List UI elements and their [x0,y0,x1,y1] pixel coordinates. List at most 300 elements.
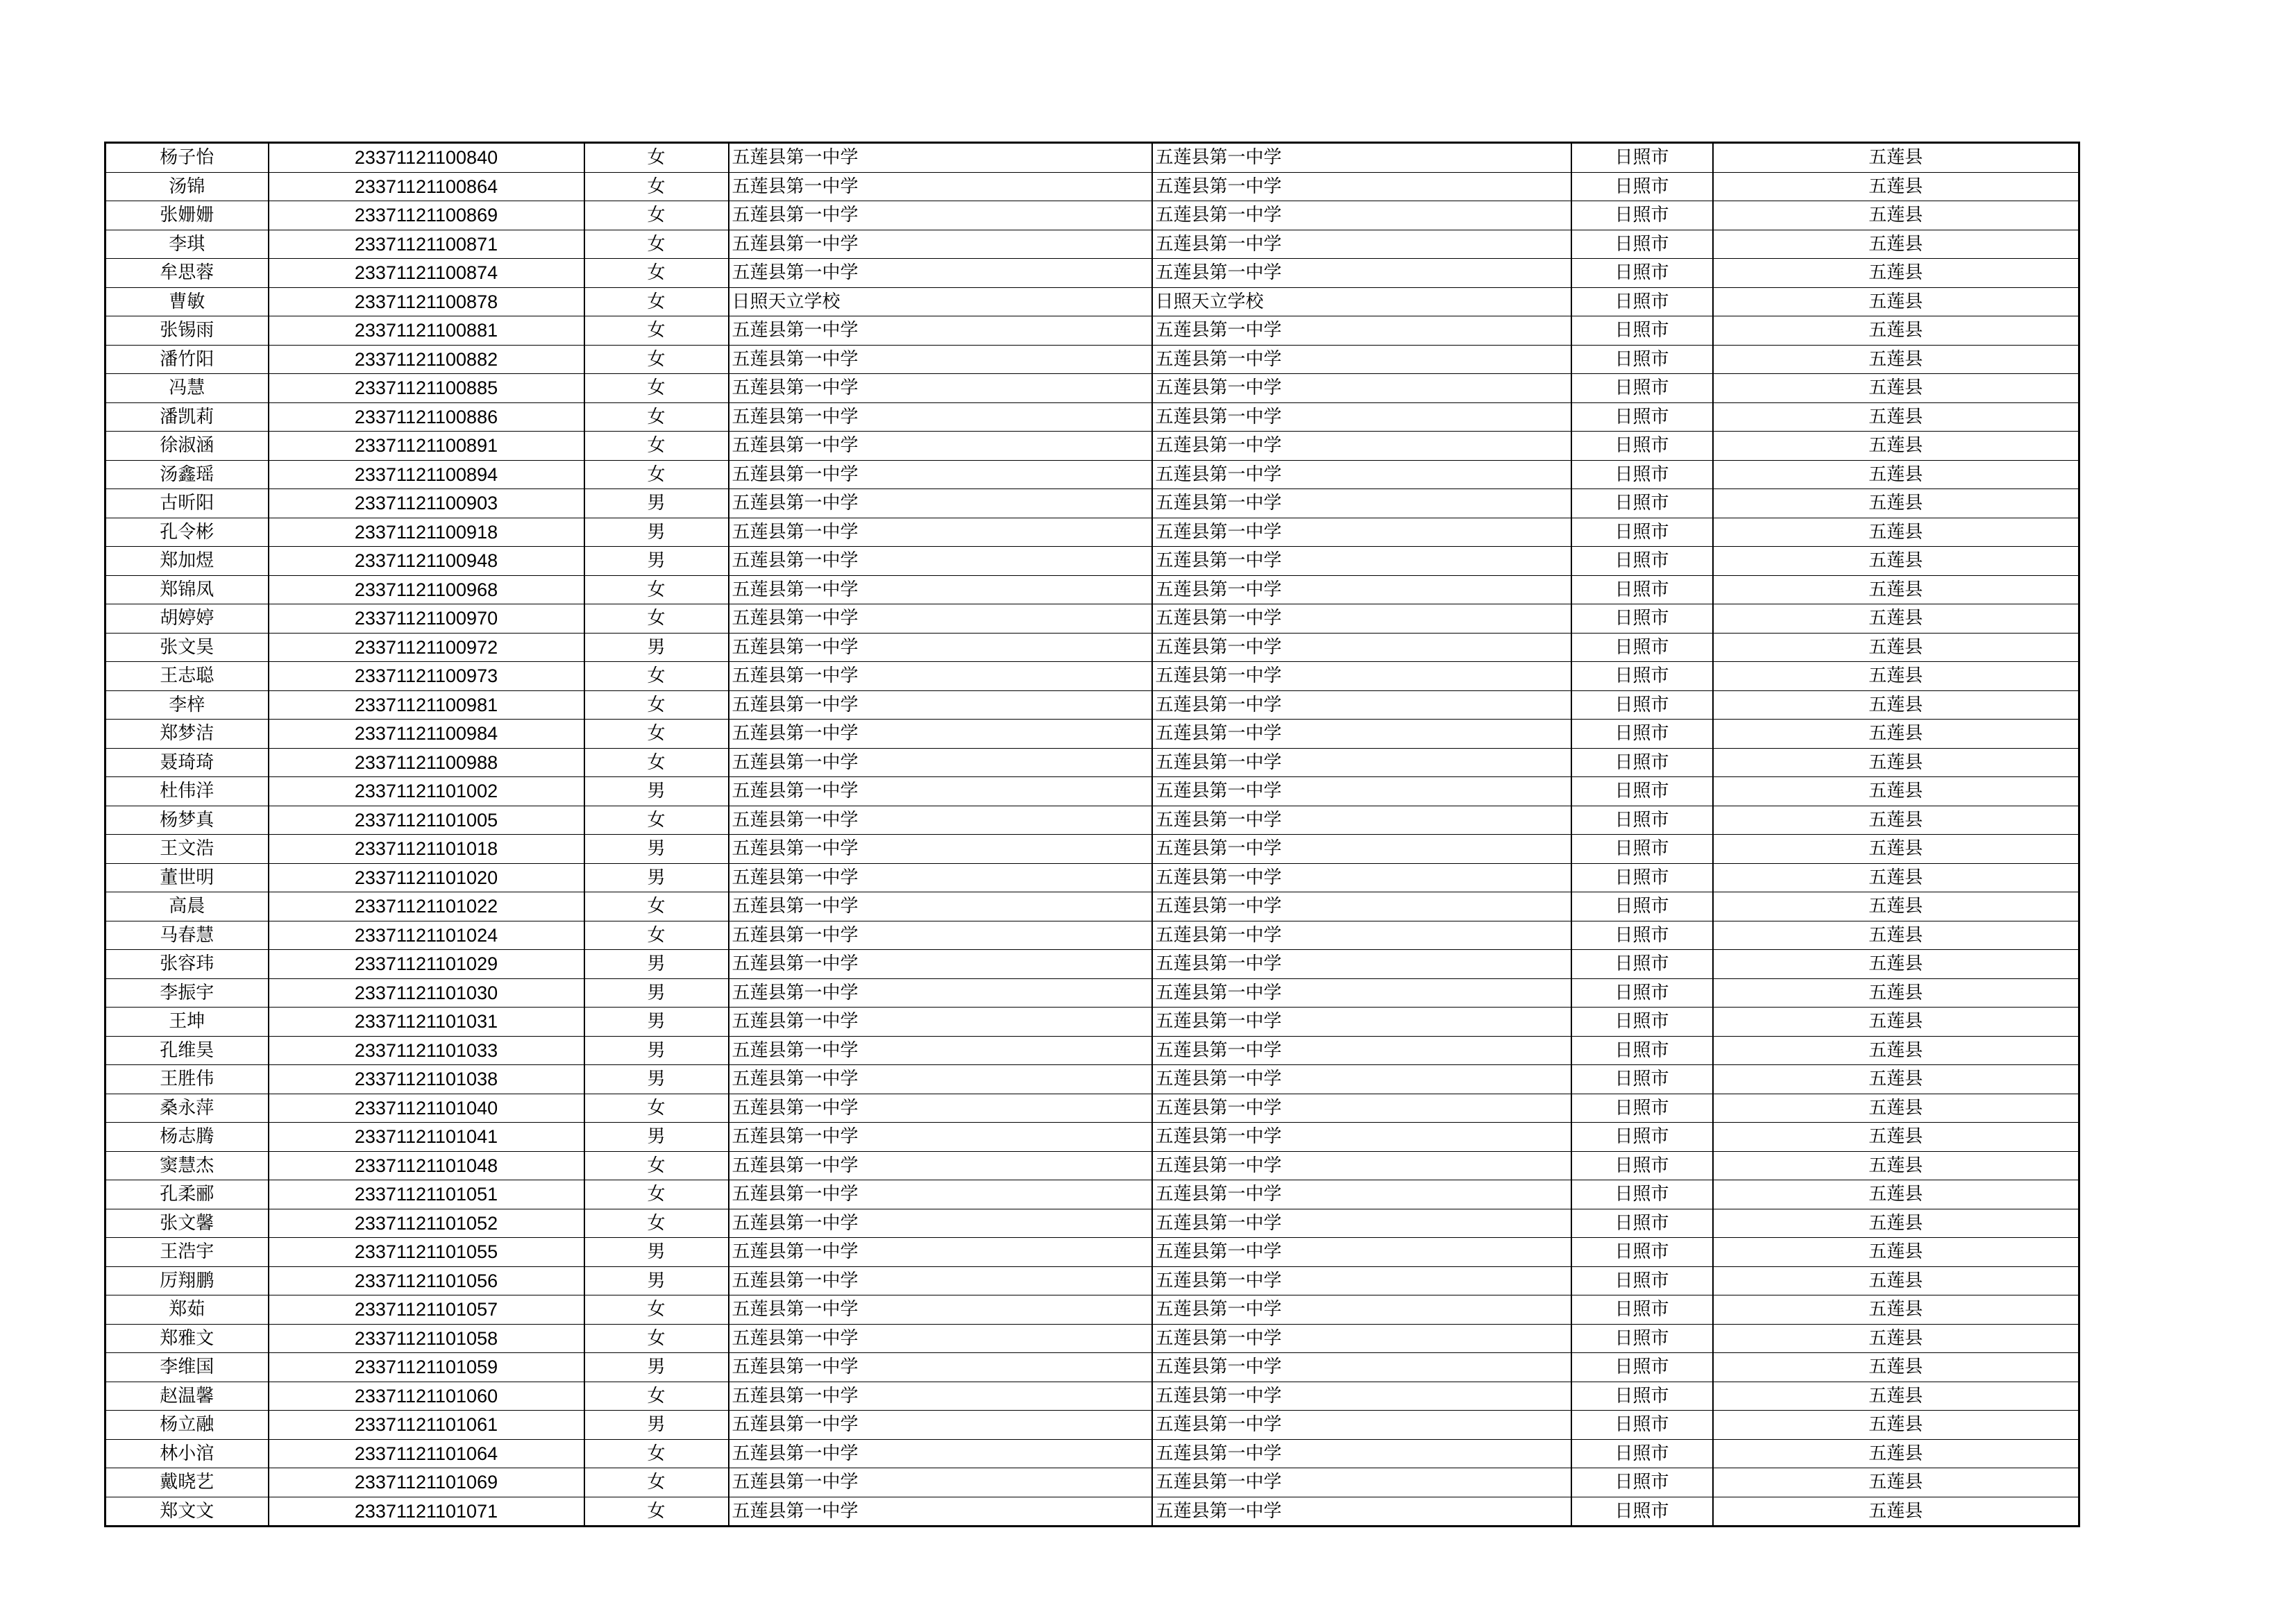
city-cell: 日照市 [1571,978,1713,1008]
exam-school-cell: 五莲县第一中学 [1152,402,1571,432]
gender-cell: 女 [584,604,729,634]
city-cell: 日照市 [1571,201,1713,230]
exam-school-cell: 五莲县第一中学 [1152,1065,1571,1094]
county-cell: 五莲县 [1713,978,2079,1008]
gender-cell: 女 [584,662,729,691]
county-cell: 五莲县 [1713,835,2079,864]
exam-school-cell: 五莲县第一中学 [1152,1411,1571,1440]
county-cell: 五莲县 [1713,690,2079,720]
name-cell: 汤鑫瑶 [105,460,269,489]
name-cell: 牟思蓉 [105,259,269,288]
school-cell: 五莲县第一中学 [729,806,1152,835]
exam-school-cell: 五莲县第一中学 [1152,835,1571,864]
exam-school-cell: 五莲县第一中学 [1152,633,1571,662]
exam-id-cell: 23371121101040 [269,1094,584,1123]
exam-school-cell: 五莲县第一中学 [1152,748,1571,777]
county-cell: 五莲县 [1713,1008,2079,1037]
gender-cell: 男 [584,518,729,547]
gender-cell: 女 [584,1094,729,1123]
city-cell: 日照市 [1571,863,1713,892]
gender-cell: 男 [584,1008,729,1037]
city-cell: 日照市 [1571,345,1713,374]
gender-cell: 女 [584,1209,729,1238]
exam-school-cell: 五莲县第一中学 [1152,1497,1571,1527]
county-cell: 五莲县 [1713,604,2079,634]
city-cell: 日照市 [1571,748,1713,777]
name-cell: 郑茹 [105,1295,269,1325]
county-cell: 五莲县 [1713,518,2079,547]
city-cell: 日照市 [1571,1094,1713,1123]
exam-id-cell: 23371121101069 [269,1468,584,1497]
school-cell: 五莲县第一中学 [729,1324,1152,1353]
exam-school-cell: 五莲县第一中学 [1152,259,1571,288]
table-row [105,777,2079,806]
gender-cell: 男 [584,978,729,1008]
exam-id-cell: 23371121101029 [269,950,584,979]
exam-id-cell: 23371121101061 [269,1411,584,1440]
exam-id-cell: 23371121101060 [269,1382,584,1411]
name-cell: 王坤 [105,1008,269,1037]
city-cell: 日照市 [1571,172,1713,201]
county-cell: 五莲县 [1713,1382,2079,1411]
gender-cell: 男 [584,547,729,576]
name-cell: 杨立融 [105,1411,269,1440]
exam-id-cell: 23371121100981 [269,690,584,720]
county-cell: 五莲县 [1713,1266,2079,1295]
school-cell: 五莲县第一中学 [729,172,1152,201]
county-cell: 五莲县 [1713,777,2079,806]
exam-id-cell: 23371121101024 [269,921,584,950]
name-cell: 郑加煜 [105,547,269,576]
exam-id-cell: 23371121101064 [269,1439,584,1468]
county-cell: 五莲县 [1713,720,2079,749]
gender-cell: 男 [584,1036,729,1065]
school-cell: 五莲县第一中学 [729,1382,1152,1411]
gender-cell: 男 [584,1411,729,1440]
county-cell: 五莲县 [1713,1151,2079,1180]
city-cell: 日照市 [1571,1238,1713,1267]
gender-cell: 男 [584,777,729,806]
exam-id-cell: 23371121101022 [269,892,584,921]
exam-id-cell: 23371121100864 [269,172,584,201]
gender-cell: 女 [584,690,729,720]
table-row [105,806,2079,835]
table-row [105,374,2079,403]
table-row [105,720,2079,749]
gender-cell: 男 [584,633,729,662]
county-cell: 五莲县 [1713,143,2079,173]
gender-cell: 女 [584,921,729,950]
gender-cell: 女 [584,720,729,749]
exam-school-cell: 五莲县第一中学 [1152,604,1571,634]
school-cell: 五莲县第一中学 [729,1468,1152,1497]
gender-cell: 女 [584,172,729,201]
city-cell: 日照市 [1571,143,1713,173]
table-row [105,1065,2079,1094]
county-cell: 五莲县 [1713,201,2079,230]
exam-id-cell: 23371121100886 [269,402,584,432]
school-cell: 五莲县第一中学 [729,1439,1152,1468]
exam-id-cell: 23371121100874 [269,259,584,288]
county-cell: 五莲县 [1713,402,2079,432]
gender-cell: 女 [584,1180,729,1209]
exam-school-cell: 五莲县第一中学 [1152,777,1571,806]
county-cell: 五莲县 [1713,1123,2079,1152]
table-row [105,1468,2079,1497]
city-cell: 日照市 [1571,432,1713,461]
county-cell: 五莲县 [1713,950,2079,979]
school-cell: 五莲县第一中学 [729,1151,1152,1180]
gender-cell: 女 [584,287,729,316]
exam-id-cell: 23371121100973 [269,662,584,691]
school-cell: 五莲县第一中学 [729,1123,1152,1152]
school-cell: 五莲县第一中学 [729,1209,1152,1238]
county-cell: 五莲县 [1713,1180,2079,1209]
exam-school-cell: 五莲县第一中学 [1152,1036,1571,1065]
exam-id-cell: 23371121101031 [269,1008,584,1037]
school-cell: 五莲县第一中学 [729,547,1152,576]
name-cell: 郑梦洁 [105,720,269,749]
exam-school-cell: 五莲县第一中学 [1152,230,1571,259]
city-cell: 日照市 [1571,662,1713,691]
county-cell: 五莲县 [1713,489,2079,518]
city-cell: 日照市 [1571,921,1713,950]
table-row [105,1324,2079,1353]
county-cell: 五莲县 [1713,547,2079,576]
county-cell: 五莲县 [1713,1497,2079,1527]
gender-cell: 女 [584,1382,729,1411]
table-row [105,1295,2079,1325]
school-cell: 五莲县第一中学 [729,345,1152,374]
table-row [105,489,2079,518]
name-cell: 厉翔鹏 [105,1266,269,1295]
name-cell: 郑文文 [105,1497,269,1527]
gender-cell: 女 [584,892,729,921]
exam-school-cell: 五莲县第一中学 [1152,1266,1571,1295]
name-cell: 赵温馨 [105,1382,269,1411]
gender-cell: 男 [584,489,729,518]
city-cell: 日照市 [1571,1382,1713,1411]
county-cell: 五莲县 [1713,287,2079,316]
table-row [105,1497,2079,1527]
school-cell: 五莲县第一中学 [729,518,1152,547]
exam-school-cell: 五莲县第一中学 [1152,1209,1571,1238]
table-row [105,259,2079,288]
table-row [105,950,2079,979]
name-cell: 张容玮 [105,950,269,979]
table-body [105,143,2079,1527]
exam-id-cell: 23371121101030 [269,978,584,1008]
exam-school-cell: 五莲县第一中学 [1152,1008,1571,1037]
city-cell: 日照市 [1571,374,1713,403]
gender-cell: 女 [584,748,729,777]
school-cell: 五莲县第一中学 [729,1094,1152,1123]
table-row [105,316,2079,346]
county-cell: 五莲县 [1713,316,2079,346]
county-cell: 五莲县 [1713,1065,2079,1094]
city-cell: 日照市 [1571,1353,1713,1382]
gender-cell: 女 [584,1324,729,1353]
exam-id-cell: 23371121101020 [269,863,584,892]
city-cell: 日照市 [1571,835,1713,864]
exam-school-cell: 五莲县第一中学 [1152,662,1571,691]
name-cell: 王文浩 [105,835,269,864]
school-cell: 日照天立学校 [729,287,1152,316]
gender-cell: 女 [584,143,729,173]
gender-cell: 女 [584,575,729,604]
gender-cell: 男 [584,835,729,864]
name-cell: 王浩宇 [105,1238,269,1267]
table-row [105,518,2079,547]
city-cell: 日照市 [1571,950,1713,979]
exam-school-cell: 日照天立学校 [1152,287,1571,316]
name-cell: 窦慧杰 [105,1151,269,1180]
city-cell: 日照市 [1571,518,1713,547]
exam-id-cell: 23371121100970 [269,604,584,634]
exam-school-cell: 五莲县第一中学 [1152,863,1571,892]
exam-id-cell: 23371121100869 [269,201,584,230]
gender-cell: 男 [584,1065,729,1094]
school-cell: 五莲县第一中学 [729,1266,1152,1295]
gender-cell: 女 [584,460,729,489]
city-cell: 日照市 [1571,1295,1713,1325]
city-cell: 日照市 [1571,316,1713,346]
table-row [105,1238,2079,1267]
table-row [105,547,2079,576]
county-cell: 五莲县 [1713,460,2079,489]
city-cell: 日照市 [1571,489,1713,518]
county-cell: 五莲县 [1713,633,2079,662]
school-cell: 五莲县第一中学 [729,489,1152,518]
school-cell: 五莲县第一中学 [729,892,1152,921]
exam-id-cell: 23371121100948 [269,547,584,576]
name-cell: 张文馨 [105,1209,269,1238]
school-cell: 五莲县第一中学 [729,690,1152,720]
exam-id-cell: 23371121101051 [269,1180,584,1209]
name-cell: 高晨 [105,892,269,921]
name-cell: 杨子怡 [105,143,269,173]
exam-id-cell: 23371121100968 [269,575,584,604]
county-cell: 五莲县 [1713,1238,2079,1267]
exam-school-cell: 五莲县第一中学 [1152,1468,1571,1497]
school-cell: 五莲县第一中学 [729,1411,1152,1440]
city-cell: 日照市 [1571,575,1713,604]
city-cell: 日照市 [1571,892,1713,921]
exam-id-cell: 23371121100840 [269,143,584,173]
name-cell: 王志聪 [105,662,269,691]
exam-id-cell: 23371121101071 [269,1497,584,1527]
table-row [105,604,2079,634]
county-cell: 五莲县 [1713,1353,2079,1382]
exam-school-cell: 五莲县第一中学 [1152,1094,1571,1123]
name-cell: 冯慧 [105,374,269,403]
gender-cell: 女 [584,806,729,835]
table-row [105,921,2079,950]
city-cell: 日照市 [1571,1036,1713,1065]
name-cell: 胡婷婷 [105,604,269,634]
exam-school-cell: 五莲县第一中学 [1152,950,1571,979]
name-cell: 桑永萍 [105,1094,269,1123]
exam-school-cell: 五莲县第一中学 [1152,201,1571,230]
name-cell: 戴晓艺 [105,1468,269,1497]
county-cell: 五莲县 [1713,1324,2079,1353]
school-cell: 五莲县第一中学 [729,633,1152,662]
exam-id-cell: 23371121101002 [269,777,584,806]
city-cell: 日照市 [1571,1065,1713,1094]
exam-id-cell: 23371121101005 [269,806,584,835]
table-row [105,432,2079,461]
exam-id-cell: 23371121100878 [269,287,584,316]
gender-cell: 女 [584,402,729,432]
exam-id-cell: 23371121101048 [269,1151,584,1180]
exam-school-cell: 五莲县第一中学 [1152,1151,1571,1180]
table-row [105,230,2079,259]
school-cell: 五莲县第一中学 [729,402,1152,432]
table-row [105,892,2079,921]
exam-school-cell: 五莲县第一中学 [1152,978,1571,1008]
exam-school-cell: 五莲县第一中学 [1152,720,1571,749]
exam-id-cell: 23371121101052 [269,1209,584,1238]
table-row [105,1353,2079,1382]
name-cell: 董世明 [105,863,269,892]
table-row [105,1180,2079,1209]
name-cell: 王胜伟 [105,1065,269,1094]
school-cell: 五莲县第一中学 [729,978,1152,1008]
city-cell: 日照市 [1571,1411,1713,1440]
exam-school-cell: 五莲县第一中学 [1152,460,1571,489]
table-row [105,460,2079,489]
exam-school-cell: 五莲县第一中学 [1152,518,1571,547]
gender-cell: 女 [584,1468,729,1497]
table-row [105,748,2079,777]
table-row [105,1266,2079,1295]
city-cell: 日照市 [1571,460,1713,489]
name-cell: 张文昊 [105,633,269,662]
exam-id-cell: 23371121100885 [269,374,584,403]
county-cell: 五莲县 [1713,863,2079,892]
table-row [105,1382,2079,1411]
name-cell: 杜伟洋 [105,777,269,806]
city-cell: 日照市 [1571,777,1713,806]
school-cell: 五莲县第一中学 [729,1036,1152,1065]
name-cell: 张姗姗 [105,201,269,230]
exam-id-cell: 23371121101058 [269,1324,584,1353]
city-cell: 日照市 [1571,1008,1713,1037]
county-cell: 五莲县 [1713,345,2079,374]
name-cell: 李维国 [105,1353,269,1382]
city-cell: 日照市 [1571,604,1713,634]
county-cell: 五莲县 [1713,662,2079,691]
city-cell: 日照市 [1571,690,1713,720]
county-cell: 五莲县 [1713,921,2079,950]
gender-cell: 女 [584,259,729,288]
gender-cell: 男 [584,1266,729,1295]
name-cell: 郑锦凤 [105,575,269,604]
gender-cell: 女 [584,432,729,461]
table-row [105,1439,2079,1468]
school-cell: 五莲县第一中学 [729,460,1152,489]
gender-cell: 女 [584,201,729,230]
school-cell: 五莲县第一中学 [729,1497,1152,1527]
city-cell: 日照市 [1571,1266,1713,1295]
gender-cell: 男 [584,950,729,979]
name-cell: 曹敏 [105,287,269,316]
county-cell: 五莲县 [1713,1468,2079,1497]
school-cell: 五莲县第一中学 [729,720,1152,749]
exam-id-cell: 23371121101018 [269,835,584,864]
city-cell: 日照市 [1571,1209,1713,1238]
school-cell: 五莲县第一中学 [729,432,1152,461]
table-row [105,835,2079,864]
exam-id-cell: 23371121101055 [269,1238,584,1267]
name-cell: 李琪 [105,230,269,259]
city-cell: 日照市 [1571,1497,1713,1527]
school-cell: 五莲县第一中学 [729,201,1152,230]
exam-school-cell: 五莲县第一中学 [1152,1439,1571,1468]
gender-cell: 男 [584,1123,729,1152]
exam-school-cell: 五莲县第一中学 [1152,921,1571,950]
county-cell: 五莲县 [1713,432,2079,461]
city-cell: 日照市 [1571,402,1713,432]
school-cell: 五莲县第一中学 [729,143,1152,173]
exam-id-cell: 23371121100984 [269,720,584,749]
exam-id-cell: 23371121101038 [269,1065,584,1094]
exam-id-cell: 23371121101057 [269,1295,584,1325]
county-cell: 五莲县 [1713,1036,2079,1065]
city-cell: 日照市 [1571,806,1713,835]
gender-cell: 男 [584,1238,729,1267]
exam-school-cell: 五莲县第一中学 [1152,1324,1571,1353]
gender-cell: 男 [584,863,729,892]
school-cell: 五莲县第一中学 [729,1238,1152,1267]
exam-school-cell: 五莲县第一中学 [1152,1295,1571,1325]
school-cell: 五莲县第一中学 [729,575,1152,604]
exam-school-cell: 五莲县第一中学 [1152,1238,1571,1267]
table-row [105,1094,2079,1123]
name-cell: 马春慧 [105,921,269,950]
exam-school-cell: 五莲县第一中学 [1152,489,1571,518]
exam-school-cell: 五莲县第一中学 [1152,432,1571,461]
exam-school-cell: 五莲县第一中学 [1152,547,1571,576]
school-cell: 五莲县第一中学 [729,863,1152,892]
school-cell: 五莲县第一中学 [729,1008,1152,1037]
city-cell: 日照市 [1571,633,1713,662]
table-row [105,1123,2079,1152]
exam-id-cell: 23371121101056 [269,1266,584,1295]
gender-cell: 男 [584,1353,729,1382]
exam-school-cell: 五莲县第一中学 [1152,1382,1571,1411]
table-row [105,1209,2079,1238]
exam-school-cell: 五莲县第一中学 [1152,892,1571,921]
name-cell: 孔令彬 [105,518,269,547]
exam-id-cell: 23371121100918 [269,518,584,547]
exam-id-cell: 23371121100972 [269,633,584,662]
city-cell: 日照市 [1571,547,1713,576]
name-cell: 杨志腾 [105,1123,269,1152]
city-cell: 日照市 [1571,1468,1713,1497]
exam-school-cell: 五莲县第一中学 [1152,1123,1571,1152]
county-cell: 五莲县 [1713,748,2079,777]
name-cell: 潘凯莉 [105,402,269,432]
table-row [105,690,2079,720]
exam-id-cell: 23371121100988 [269,748,584,777]
table-row [105,633,2079,662]
table-row [105,402,2079,432]
gender-cell: 女 [584,374,729,403]
school-cell: 五莲县第一中学 [729,316,1152,346]
county-cell: 五莲县 [1713,374,2079,403]
school-cell: 五莲县第一中学 [729,230,1152,259]
